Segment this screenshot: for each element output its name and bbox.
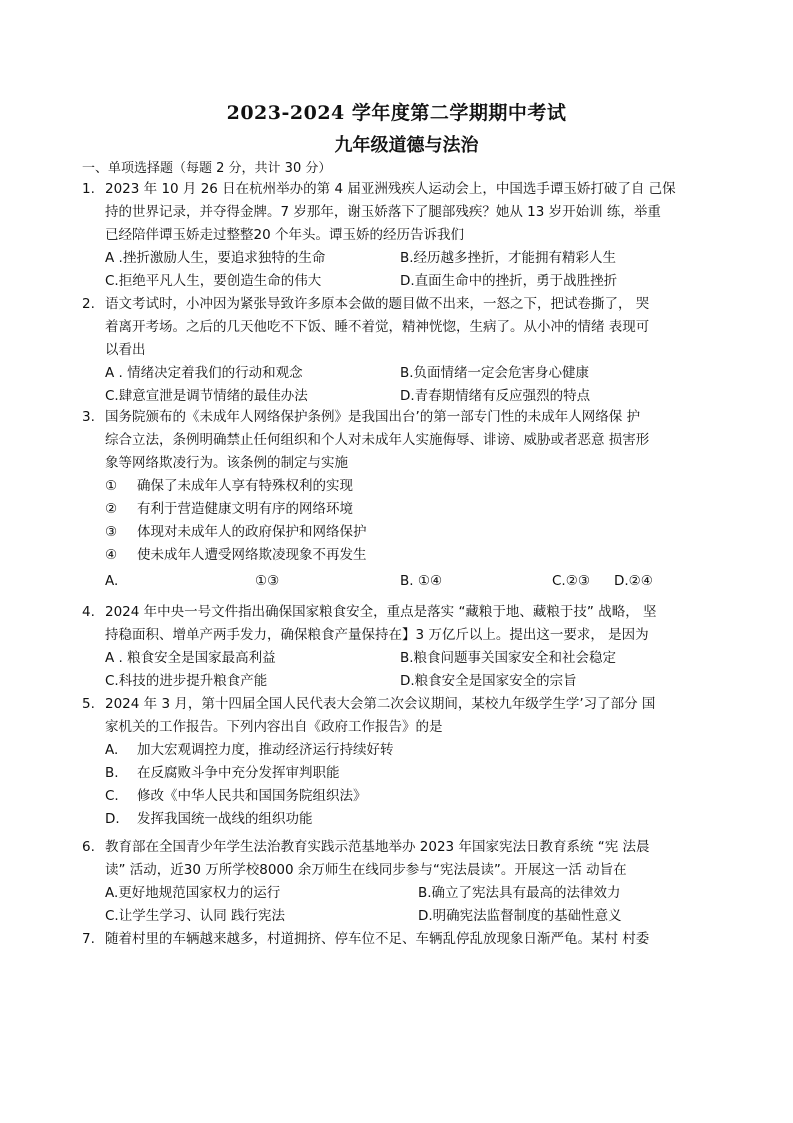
question-number: 1. (82, 181, 95, 197)
option-d: D.粮食安全是国家安全的宗旨 (400, 673, 577, 689)
statement-3: ③ 体现对未成年人的政府保护和网络保护 (105, 524, 367, 540)
question-text: 读” 活动，近30 万所学校8000 余万师生在线同步参与“宪法晨读”。开展这一活 动旨在 (105, 862, 627, 878)
question-text: 家机关的工作报告。下列内容出自《政府工作报告》的是 (105, 719, 443, 735)
option-a: A . 情绪决定着我们的行动和观念 (105, 365, 303, 381)
option-d: D.直面生命中的挫折，勇于战胜挫折 (400, 273, 618, 289)
question-text: 2024 年中央一号文件指出确保国家粮食安全，重点是落实 “藏粮于地、藏粮于技” 战略， 坚 (105, 604, 657, 620)
question-text: 语文考试时，小冲因为紧张导致许多原本会做的题目做不出来，一怒之下，把试卷撕了， 哭 (105, 296, 650, 312)
option-c: C. 修改《中华人民共和国国务院组织法》 (105, 788, 367, 804)
option-c: C.②③ (552, 573, 590, 589)
option-a: A. 加大宏观调控力度，推动经济运行持续好转 (105, 742, 394, 758)
option-c: C.拒绝平凡人生，要创造生命的伟大 (105, 273, 322, 289)
statement-4: ④ 使未成年人遭受网络欺凌现象不再发生 (105, 547, 367, 563)
option-b: B.确立了宪法具有最高的法律效力 (418, 885, 621, 901)
option-a: A .挫折激励人生，要追求独特的生命 (105, 250, 326, 266)
question-text: 象等网络欺凌行为。该条例的制定与实施 (105, 455, 348, 471)
option-a: A . 粮食安全是国家最高利益 (105, 650, 276, 666)
question-text: 以看出 (105, 342, 146, 358)
option-d: D.青春期情绪有反应强烈的特点 (400, 388, 591, 404)
question-7 (82, 928, 714, 951)
question-number: 3. (82, 409, 95, 425)
option-c: C.科技的进步提升粮食产能 (105, 673, 268, 689)
statement-1: ① 确保了未成年人享有特殊权利的实现 (105, 478, 353, 494)
option-b: B. ①④ (400, 573, 443, 589)
question-number: 5. (82, 696, 95, 712)
option-c: C.肆意宣泄是调节情绪的最佳办法 (105, 388, 308, 404)
question-number: 4. (82, 604, 95, 620)
question-2 (82, 293, 714, 408)
option-d: D. 发挥我国统一战线的组织功能 (105, 811, 313, 827)
question-text: 2024 年 3 月，第十四届全国人民代表大会第二次会议期间，某校九年级学生学’习了部分 国 (105, 696, 656, 712)
option-d: D.明确宪法监督制度的基础性意义 (418, 908, 622, 924)
option-a: A. (105, 573, 119, 589)
question-text: 着离开考场。之后的几天他吃不下饭、睡不着觉，精神恍惚，生病了。从小冲的情绪 表现可 (105, 319, 650, 335)
question-1 (82, 178, 714, 293)
option-c: C.让学生学习、认同 践行宪法 (105, 908, 286, 924)
option-b: B.粮食问题事关国家安全和社会稳定 (400, 650, 617, 666)
question-number: 2. (82, 296, 95, 312)
section-heading: 一、单项选择题（每题 2 分，共计 30 分） (82, 161, 332, 176)
option-b: B. 在反腐败斗争中充分发挥审判职能 (105, 765, 340, 781)
question-text: 教育部在全国青少年学生法治教育实践示范基地举办 2023 年国家宪法日教育系统 “宪 法晨 (105, 839, 650, 855)
option-d: D.②④ (614, 573, 653, 589)
question-text: 已经陪伴谭玉娇走过整整20 个年头。谭玉娇的经历告诉我们 (105, 227, 464, 243)
question-number: 6. (82, 839, 95, 855)
option-a-value: ①③ (255, 573, 280, 589)
question-6 (82, 836, 714, 928)
question-3 (82, 406, 714, 593)
question-text: 国务院颁布的《未成年人网络保护条例》是我国出台’的第一部专门性的未成年人网络保 护 (105, 409, 641, 425)
exam-title: 2023-2024 学年度第二学期期中考试 (226, 102, 567, 124)
question-text: 持稳面积、增单产两手发力，确保粮食产量保持在】3 万亿斤以上。提出这一要求， 是因为 (105, 627, 649, 643)
option-b: B.经历越多挫折，才能拥有精彩人生 (400, 250, 617, 266)
option-a: A.更好地规范国家权力的运行 (105, 885, 281, 901)
exam-subtitle: 九年级道德与法治 (334, 135, 479, 156)
option-b: B.负面情绪一定会危害身心健康 (400, 365, 590, 381)
statement-2: ② 有利于营造健康文明有序的网络环境 (105, 501, 353, 517)
question-text: 持的世界记录，并夺得金牌。7 岁那年，谢玉娇落下了腿部残疾？她从 13 岁开始训 练，举重 (105, 204, 661, 220)
question-text: 综合立法，条例明确禁止任何组织和个人对未成年人实施侮辱、诽谤、威胁或者恶意 损害形 (105, 432, 650, 448)
question-text: 随着村里的车辆越来越多，村道拥挤、停车位不足、车辆乱停乱放现象日渐严龟。某村 村委 (105, 931, 650, 947)
question-5 (82, 693, 714, 831)
question-number: 7. (82, 931, 95, 947)
question-4 (82, 601, 714, 693)
question-text: 2023 年 10 月 26 日在杭州举办的第 4 届亚洲残疾人运动会上，中国选手谭玉娇打破了自 己保 (105, 181, 676, 197)
